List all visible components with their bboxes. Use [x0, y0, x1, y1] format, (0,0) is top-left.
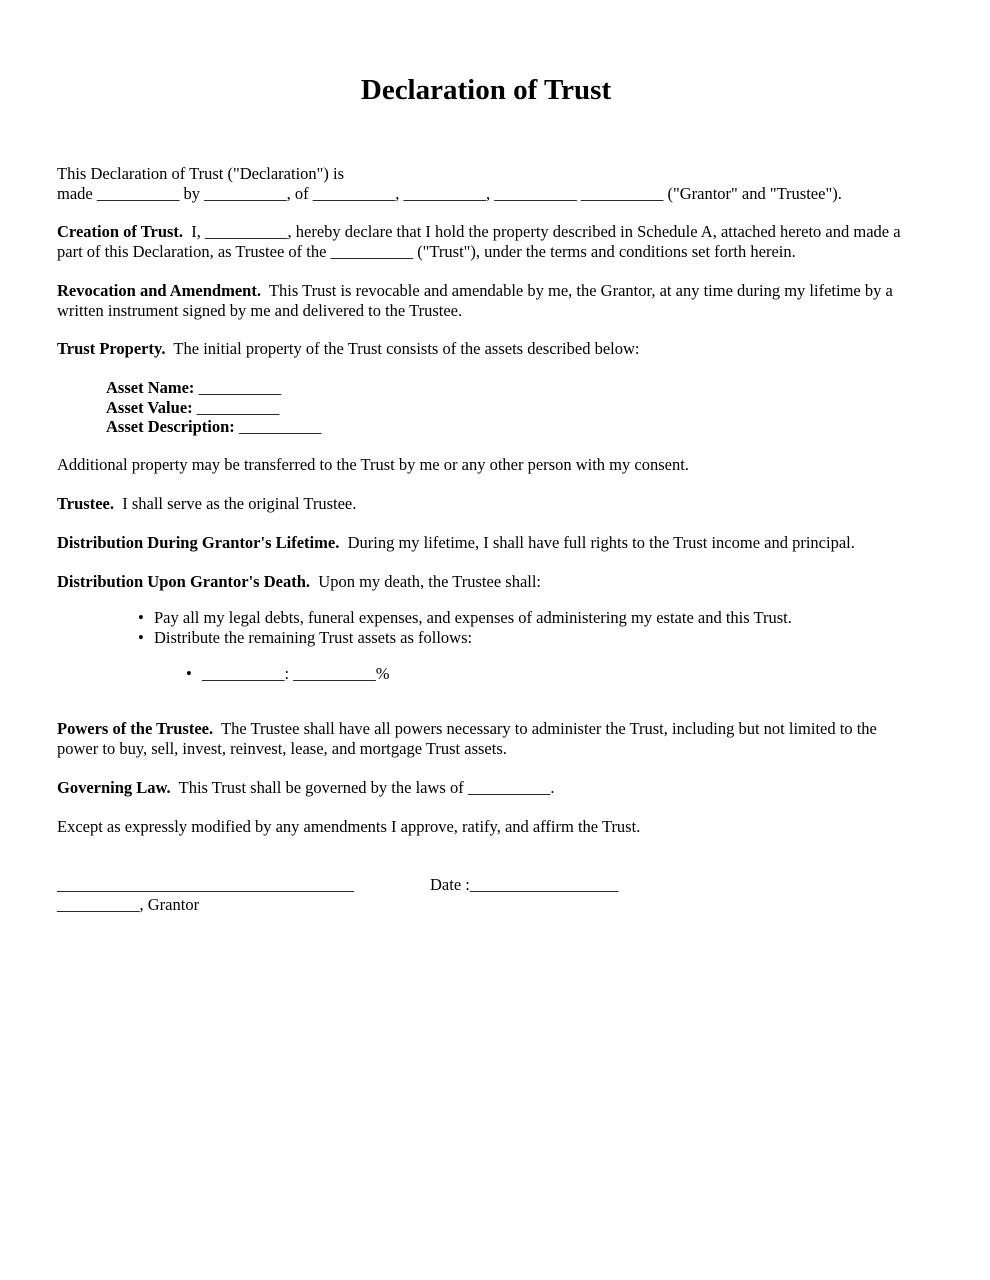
asset-description-value: __________	[238, 417, 322, 436]
creation-paragraph	[57, 222, 917, 261]
trust-property-label: Trust Property.	[57, 339, 166, 358]
death-distribution-list	[138, 608, 792, 647]
date-label: Date :	[430, 875, 470, 894]
distribution-death-label: Distribution Upon Grantor's Death.	[57, 572, 311, 591]
distribution-death-text: Upon my death, the Trustee shall:	[318, 572, 542, 591]
list-item	[186, 664, 390, 684]
asset-list	[106, 378, 321, 437]
distribution-lifetime-label: Distribution During Grantor's Lifetime.	[57, 533, 340, 552]
list-item	[138, 608, 792, 628]
signature-line: ____________________________________	[57, 875, 354, 894]
bullet-icon: •	[138, 627, 144, 647]
governing-law-text: This Trust shall be governed by the laws of __________.	[178, 778, 555, 797]
grantor-name-line: __________, Grantor	[57, 895, 200, 914]
asset-name-value: __________	[198, 378, 282, 397]
intro-paragraph	[57, 164, 917, 203]
bullet-icon: •	[186, 664, 192, 683]
distribution-lifetime-text: During my lifetime, I shall have full rights to the Trust income and principal.	[347, 533, 855, 552]
trust-property-text: The initial property of the Trust consists of the assets described below:	[173, 339, 640, 358]
trustee-text: I shall serve as the original Trustee.	[122, 494, 357, 513]
closing-paragraph: Except as expressly modified by any amendments I approve, ratify, and affirm the Trust.	[57, 817, 641, 836]
asset-value-value: __________	[196, 397, 280, 417]
additional-property-paragraph: Additional property may be transferred to the Trust by me or any other person with my consent.	[57, 455, 689, 474]
list-item-text: Pay all my legal debts, funeral expenses, and expenses of administering my estate and this Trust.	[154, 608, 792, 627]
powers-text: The Trustee shall have all powers necessary to administer the Trust, including but not limited to the power to buy, sell, invest, reinvest, lease, and mortgage Trust assets.	[57, 719, 877, 758]
list-item	[138, 627, 792, 648]
list-item-text: __________: __________%	[202, 664, 390, 683]
creation-text: I, __________, hereby declare that I hold the property described in Schedule A, attached hereto and made a part of this Declaration, as Trustee of the __________ ("Trust"), under the terms and conditions set forth herein.	[57, 222, 901, 261]
trust-property-paragraph	[57, 339, 917, 359]
list-item-text: Distribute the remaining Trust assets as follows:	[154, 627, 473, 647]
bullet-icon: •	[138, 608, 144, 627]
remaining-assets-sublist	[186, 664, 390, 684]
governing-law-paragraph	[57, 778, 917, 798]
date-field	[430, 875, 618, 895]
asset-name-row	[106, 378, 321, 398]
powers-paragraph	[57, 719, 917, 758]
document-title: Declaration of Trust	[360, 74, 612, 106]
distribution-death-paragraph	[57, 572, 917, 592]
asset-value-row	[106, 398, 321, 418]
trustee-label: Trustee.	[57, 494, 114, 513]
date-line: __________________	[469, 875, 619, 894]
creation-label: Creation of Trust.	[57, 222, 184, 241]
powers-label: Powers of the Trustee.	[57, 719, 214, 738]
intro-line-1: This Declaration of Trust ("Declaration") is	[57, 164, 345, 183]
revocation-label: Revocation and Amendment.	[57, 281, 261, 300]
intro-line-2: made __________ by __________, of __________, __________, __________ __________ ("Grantor" and "Trustee").	[57, 183, 842, 203]
revocation-text: This Trust is revocable and amendable by me, the Grantor, at any time during my lifetime by a written instrument signed by me and delivered to the Trustee.	[57, 281, 893, 320]
asset-name-label: Asset Name:	[106, 378, 195, 397]
governing-law-label: Governing Law.	[57, 778, 171, 797]
revocation-paragraph	[57, 281, 917, 320]
asset-value-label: Asset Value:	[106, 397, 193, 417]
asset-description-label: Asset Description:	[106, 417, 235, 436]
trustee-paragraph	[57, 494, 917, 514]
distribution-lifetime-paragraph	[57, 533, 917, 553]
asset-description-row	[106, 417, 321, 437]
